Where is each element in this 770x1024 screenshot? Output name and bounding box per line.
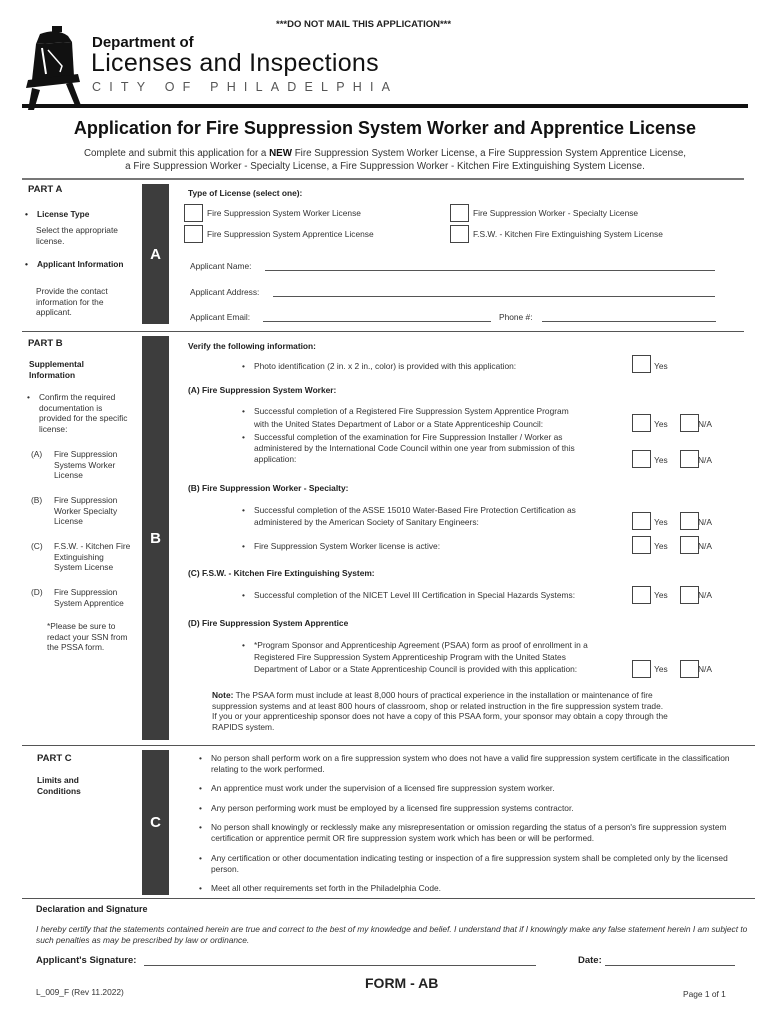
divider [22, 898, 755, 899]
form-code: L_009_F (Rev 11.2022) [36, 987, 124, 997]
applicant-name-field[interactable] [265, 270, 715, 271]
dept-name: Licenses and Inspections [91, 49, 379, 77]
yes-label: Yes [654, 361, 668, 371]
condition-item: • Meet all other requirements set forth in the Philadelphia Code. [211, 883, 743, 894]
na-label: N/A [698, 541, 712, 551]
sec-a-item-2-cont: application: [254, 454, 297, 464]
na-label: N/A [698, 664, 712, 674]
condition-item: • No person shall knowingly or recklessly make any misrepresentation or omission regarding the status of a person's fire suppression system certification or apprentice permit OR fire suppression system work which has been or will be performed. [211, 822, 743, 843]
date-label: Date: [578, 955, 602, 966]
applicant-email-field[interactable] [263, 321, 491, 322]
part-b-item-text: Fire Suppression Systems Worker License [54, 449, 118, 480]
condition-item: • Any certification or other documentation indicating testing or inspection of a fire suppression system shall be completed only by the licensed person. [211, 853, 743, 874]
na-label: N/A [698, 517, 712, 527]
sec-a-2-yes-checkbox[interactable] [632, 450, 651, 468]
yes-label: Yes [654, 517, 668, 527]
na-label: N/A [698, 590, 712, 600]
applicant-name-label: Applicant Name: [190, 261, 252, 271]
part-b-item-key: (B) [31, 495, 43, 505]
applicant-info-desc: Provide the contact information for the applicant. [36, 286, 108, 317]
part-b-item-key: (A) [31, 449, 43, 459]
sec-a-2-na-checkbox[interactable] [680, 450, 699, 468]
limits-title: Limits and Conditions [37, 775, 81, 796]
sec-b-item-1: • Successful completion of the ASSE 15010 Water-Based Fire Protection Certification as [254, 505, 576, 516]
yes-label: Yes [654, 541, 668, 551]
sec-b-2-yes-checkbox[interactable] [632, 536, 651, 554]
part-a-bar: A [142, 184, 169, 324]
option-specialty-license: Fire Suppression Worker - Specialty License [473, 208, 639, 218]
part-c-bar: C [142, 750, 169, 895]
sec-a-item-2-cont: administered by the International Code Council within one year from submission of this [254, 443, 575, 453]
section-c-heading: (C) F.S.W. - Kitchen Fire Extinguishing System: [188, 568, 375, 578]
sec-b-2-na-checkbox[interactable] [680, 536, 699, 554]
page-number: Page 1 of 1 [683, 989, 726, 999]
declaration-text: I hereby certify that the statements contained herein are true and correct to the best of my knowledge and belief. I understand that if I knowingly make any false statement herein I am subject to such penalties as may be prescribed by law or ordinance. [36, 924, 748, 945]
part-b-item-key: (C) [31, 541, 43, 551]
photo-yes-checkbox[interactable] [632, 355, 651, 373]
sec-c-na-checkbox[interactable] [680, 586, 699, 604]
sec-a-item-1-cont: with the United States Department of Labor or a State Apprenticeship Council: [254, 419, 544, 429]
na-label: N/A [698, 455, 712, 465]
sec-c-yes-checkbox[interactable] [632, 586, 651, 604]
option-kitchen-license: F.S.W. - Kitchen Fire Extinguishing System License [473, 229, 663, 239]
confirm-text: • Confirm the required documentation is provided for the specific license: [39, 392, 134, 434]
part-b-item-text: Fire Suppression System Apprentice [54, 587, 124, 608]
checkbox-apprentice-license[interactable] [184, 225, 203, 243]
sec-d-item-1-cont: Registered Fire Suppression System Apprenticeship Program with the United States [254, 652, 566, 662]
yes-label: Yes [654, 664, 668, 674]
sec-b-1-na-checkbox[interactable] [680, 512, 699, 530]
checkbox-specialty-license[interactable] [450, 204, 469, 222]
phone-label: Phone #: [499, 312, 533, 322]
sec-a-1-na-checkbox[interactable] [680, 414, 699, 432]
applicant-address-field[interactable] [273, 296, 715, 297]
page-title: Application for Fire Suppression System Worker and Apprentice License [73, 118, 697, 138]
sec-d-na-checkbox[interactable] [680, 660, 699, 678]
sec-d-yes-checkbox[interactable] [632, 660, 651, 678]
sec-a-1-yes-checkbox[interactable] [632, 414, 651, 432]
notice-text: ***DO NOT MAIL THIS APPLICATION*** [276, 19, 452, 30]
declaration-title: Declaration and Signature [36, 904, 148, 914]
section-a-heading: (A) Fire Suppression System Worker: [188, 385, 337, 395]
form-name: FORM - AB [365, 975, 439, 991]
part-a-label: PART A [28, 184, 63, 195]
intro-text: Complete and submit this application for a NEW Fire Suppression System Worker License, a Fire Suppression System Apprentice License, a Fire Suppression Worker - Specialty License, a Fire Suppression Worker - Kitchen Fire Extinguishing System License. [83, 148, 687, 172]
part-b-item-text: F.S.W. - Kitchen Fire Extinguishing System License [54, 541, 131, 572]
yes-label: Yes [654, 419, 668, 429]
sec-c-item-1: • Successful completion of the NICET Level III Certification in Special Hazards Systems: [254, 590, 575, 601]
part-b-item-key: (D) [31, 587, 43, 597]
applicant-email-label: Applicant Email: [190, 312, 251, 322]
date-field[interactable] [605, 965, 735, 966]
condition-item: • Any person performing work must be employed by a licensed fire suppression systems contractor. [211, 803, 743, 814]
sec-b-item-1-cont: administered by the American Society of Sanitary Engineers: [254, 517, 479, 527]
divider [22, 331, 744, 332]
divider [22, 178, 744, 180]
license-type-title: • License Type [37, 209, 89, 220]
checkbox-kitchen-license[interactable] [450, 225, 469, 243]
option-apprentice-license: Fire Suppression System Apprentice License [207, 229, 374, 239]
sec-a-item-2: • Successful completion of the examination for Fire Suppression Installer / Worker as [254, 432, 562, 443]
part-b-bar: B [142, 336, 169, 740]
condition-item: • An apprentice must work under the supervision of a licensed fire suppression system worker. [211, 783, 743, 794]
city-name: CITY OF PHILADELPHIA [92, 80, 399, 94]
license-type-heading: Type of License (select one): [188, 188, 303, 198]
section-b-heading: (B) Fire Suppression Worker - Specialty: [188, 483, 349, 493]
condition-item: • No person shall perform work on a fire suppression system who does not have a valid fire suppression system certificate in the classification relating to the work performed. [211, 753, 743, 774]
signature-field[interactable] [144, 965, 536, 966]
verify-heading: Verify the following information: [188, 341, 316, 351]
dept-of: Department of [92, 34, 194, 51]
divider [22, 745, 755, 746]
part-b-label: PART B [28, 338, 63, 349]
applicant-address-label: Applicant Address: [190, 287, 260, 297]
liberty-bell-icon [22, 24, 84, 112]
section-d-heading: (D) Fire Suppression System Apprentice [188, 618, 349, 628]
part-b-item-text: Fire Suppression Worker Specialty License [54, 495, 118, 526]
option-worker-license: Fire Suppression System Worker License [207, 208, 361, 218]
photo-id-text: • Photo identification (2 in. x 2 in., color) is provided with this application: [254, 361, 516, 372]
ssn-note: *Please be sure to redact your SSN from the PSSA form. [47, 621, 128, 652]
supplemental-title: Supplemental Information [29, 359, 84, 380]
signature-label: Applicant's Signature: [36, 955, 137, 966]
header-rule [22, 104, 748, 108]
psaa-note: Note: The PSAA form must include at least 8,000 hours of practical experience in the installation or maintenance of fire suppression systems and at least 800 hours of classroom, shop or related instruction in the fire suppression system trade. If you or your apprenticeship sponsor does not have a copy of this PSAA form, your sponsor may obtain a copy through the RAPIDS system. [212, 690, 668, 732]
sec-d-item-1-cont: Department of Labor or a State Apprenticeship Council is provided with this application: [254, 664, 578, 674]
license-type-desc: Select the appropriate license. [36, 225, 118, 246]
sec-d-item-1: • *Program Sponsor and Apprenticeship Agreement (PSAA) form as proof of enrollment in a [254, 640, 588, 651]
checkbox-worker-license[interactable] [184, 204, 203, 222]
part-c-label: PART C [37, 753, 72, 764]
yes-label: Yes [654, 455, 668, 465]
phone-field[interactable] [542, 321, 716, 322]
applicant-info-title: • Applicant Information [37, 259, 127, 270]
yes-label: Yes [654, 590, 668, 600]
sec-b-item-2: • Fire Suppression System Worker license is active: [254, 541, 440, 552]
sec-a-item-1: • Successful completion of a Registered Fire Suppression System Apprentice Program [254, 406, 569, 417]
sec-b-1-yes-checkbox[interactable] [632, 512, 651, 530]
na-label: N/A [698, 419, 712, 429]
